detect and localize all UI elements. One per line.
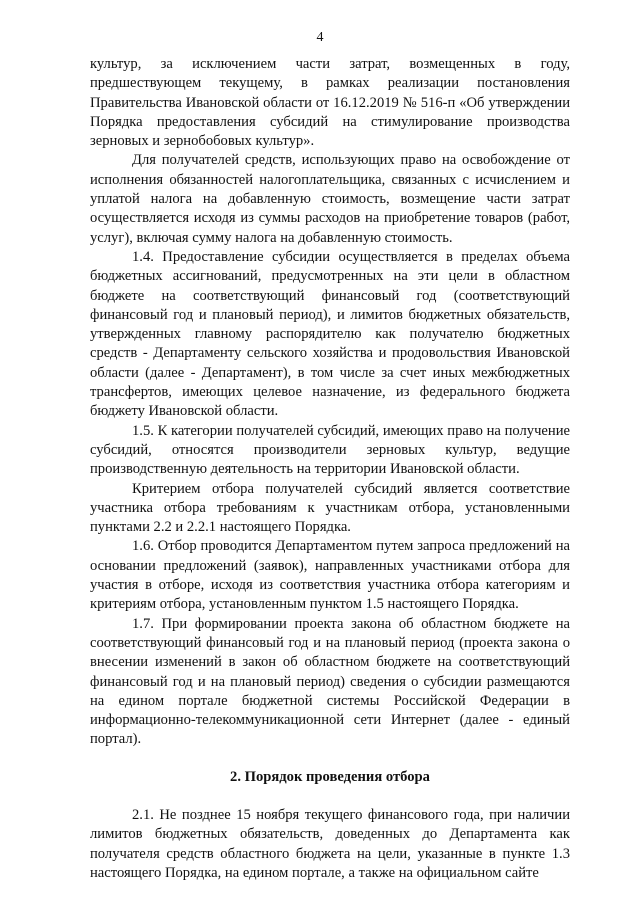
paragraph-continuation: культур, за исключением части затрат, возмещенных в году, предшествующем текущему, в рамках реализации постановления Правительства Ивановской области от 16.12.2019 № 516-п «Об утверждении Порядка предоставления субсидий на стимулирование производства зерновых и зернобобовых культур». bbox=[90, 56, 570, 150]
page-number: 4 bbox=[316, 30, 324, 45]
paragraph-selection-criterion: Критерием отбора получателей субсидий является соответствие участника отбора требованиям к участникам отбора, установленными пунктами 2.2 и 2.2.1 настоящего Порядка. bbox=[90, 480, 570, 536]
paragraph-1-5: 1.5. К категории получателей субсидий, имеющих право на получение субсидий, относятся производители зерновых культур, ведущие производственную деятельность на территории Ивановской области. bbox=[90, 422, 570, 478]
paragraph-2-1: 2.1. Не позднее 15 ноября текущего финансового года, при наличии лимитов бюджетных обязательств, доведенных до Департамента как получателя средств областного бюджета на цели, указанные в пункте 1.3 настоящего Порядка, на едином портале, а также на официальном сайте bbox=[90, 806, 570, 881]
paragraph-vat-exemption: Для получателей средств, использующих право на освобождение от исполнения обязанностей налогоплательщика, связанных с исчислением и уплатой налога на добавленную стоимость, возмещение части затрат осуществляется исходя из суммы расходов на приобретение товаров (работ, услуг), включая сумму налога на добавленную стоимость. bbox=[90, 152, 570, 246]
paragraph-1-4: 1.4. Предоставление субсидии осуществляется в пределах объема бюджетных ассигнований, предусмотренных на эти цели в областном бюджете на соответствующий финансовый год (соответствующий финансовый год и плановый период), и лимитов бюджетных обязательств, утвержденных главному распорядителю как получателю бюджетных средств - Департаменту сельского хозяйства и продовольствия Ивановской области (далее - Департамент), в том числе за счет иных межбюджетных трансфертов, имеющих целевое назначение, из федерального бюджета бюджету Ивановской области. bbox=[90, 248, 570, 420]
document-body bbox=[90, 55, 570, 883]
paragraph-1-6: 1.6. Отбор проводится Департаментом путем запроса предложений на основании предложений (заявок), направленных участниками отбора для участия в отборе, исходя из соответствия участника отбора категориям и критериям отбора, установленным пунктом 1.5 настоящего Порядка. bbox=[90, 538, 570, 613]
paragraph-1-7: 1.7. При формировании проекта закона об областном бюджете на соответствующий финансовый год и на плановый период (проекта закона о внесении изменений в закон об областном бюджете на соответствующий финансовый год и на плановый период) сведения о субсидии размещаются на едином портале бюджетной системы Российской Федерации в информационно-телекоммуникационной сети Интернет (далее - единый портал). bbox=[90, 615, 570, 748]
section-heading: 2. Порядок проведения отбора bbox=[230, 768, 430, 785]
